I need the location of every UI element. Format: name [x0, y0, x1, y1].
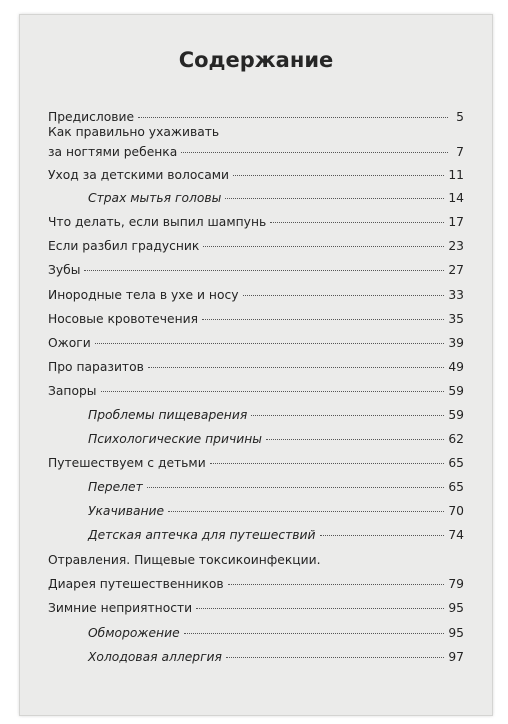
toc-entry-label: Носовые кровотечения [48, 312, 199, 326]
toc-entry-label: Зубы [48, 263, 81, 277]
toc-entry [48, 384, 464, 399]
toc-entry [48, 288, 464, 303]
dot-leader [84, 270, 444, 271]
toc-entry-label: Про паразитов [48, 360, 144, 374]
toc-entry-label: Отравления. Пищевые токсикоинфекции. [48, 553, 321, 567]
dot-leader [95, 343, 445, 344]
dot-leader [196, 608, 444, 609]
book-page [19, 14, 493, 716]
toc-entry-page: 11 [448, 168, 464, 182]
toc-subentry [88, 650, 464, 665]
toc-entry-label: Путешествуем с детьми [48, 456, 206, 470]
dot-leader [228, 584, 445, 585]
toc-entry-page: 65 [448, 480, 464, 494]
dot-leader [148, 367, 444, 368]
toc-subentry [88, 432, 464, 447]
dot-leader [251, 415, 444, 416]
toc-entry [48, 110, 464, 125]
toc-entry [48, 360, 464, 375]
toc-entry-page: 95 [448, 601, 464, 615]
toc-entry-page: 65 [448, 456, 464, 470]
toc-entry-label: Запоры [48, 384, 97, 398]
toc-entry-label: Проблемы пищеварения [88, 408, 248, 422]
toc-entry-page: 97 [448, 650, 464, 664]
toc-entry-page: 70 [448, 504, 464, 518]
toc-entry-page: 59 [448, 384, 464, 398]
toc-entry-label: Диарея путешественников [48, 577, 224, 591]
toc-entry-label: Обморожение [88, 626, 180, 640]
dot-leader [233, 175, 444, 176]
dot-leader [243, 295, 445, 296]
toc-entry-label: Предисловие [48, 110, 135, 124]
toc-entry [48, 601, 464, 616]
toc-entry-page: 74 [448, 528, 464, 542]
toc-entry-label: Холодовая аллергия [88, 650, 222, 664]
toc-entry-page: 79 [448, 577, 464, 591]
toc-entry [48, 312, 464, 327]
toc-subentry [88, 504, 464, 519]
toc-entry-page: 5 [456, 110, 464, 124]
toc-entry-page: 59 [448, 408, 464, 422]
toc-entry [48, 456, 464, 471]
toc-entry-page: 33 [448, 288, 464, 302]
toc-subentry [88, 528, 464, 543]
toc-entry-label: Перелет [88, 480, 143, 494]
toc-entry-label: Зимние неприятности [48, 601, 193, 615]
toc-entry-page: 23 [448, 239, 464, 253]
toc-entry [48, 168, 464, 183]
toc-entry [48, 239, 464, 254]
dot-leader [203, 246, 444, 247]
toc-subentry [88, 408, 464, 423]
toc-entry [48, 553, 464, 568]
dot-leader [320, 535, 445, 536]
toc-entry-label: Детская аптечка для путешествий [88, 528, 316, 542]
toc-entry-label: Инородные тела в ухе и носу [48, 288, 239, 302]
dot-leader [168, 511, 444, 512]
dot-leader [147, 487, 445, 488]
toc-entry [48, 577, 464, 592]
toc-entry-page: 62 [448, 432, 464, 446]
toc-entry-page: 17 [448, 215, 464, 229]
dot-leader [270, 222, 444, 223]
dot-leader [181, 152, 448, 153]
toc-entry-page: 39 [448, 336, 464, 350]
toc-subentry [88, 626, 464, 641]
toc-entry [48, 336, 464, 351]
page-title: Содержание [178, 48, 334, 72]
toc-subentry [88, 480, 464, 495]
table-of-contents [20, 15, 492, 715]
toc-entry-label: Что делать, если выпил шампунь [48, 215, 267, 229]
toc-entry-page: 49 [448, 360, 464, 374]
dot-leader [225, 198, 444, 199]
dot-leader [101, 391, 445, 392]
toc-entry-label: Как правильно ухаживать [48, 125, 220, 139]
toc-entry-label: Если разбил градусник [48, 239, 200, 253]
toc-entry-page: 95 [448, 626, 464, 640]
dot-leader [202, 319, 444, 320]
toc-entry-label: Укачивание [88, 504, 165, 518]
toc-entry-label-continued: за ногтями ребенка [48, 145, 178, 159]
dot-leader [184, 633, 445, 634]
toc-entry-page: 7 [456, 145, 464, 159]
dot-leader [138, 117, 448, 118]
toc-entry [48, 215, 464, 230]
toc-entry-page: 27 [448, 263, 464, 277]
toc-entry-label: Уход за детскими волосами [48, 168, 229, 182]
toc-entry-label: Ожоги [48, 336, 91, 350]
toc-subentry [88, 191, 464, 206]
dot-leader [226, 657, 444, 658]
toc-entry-label: Страх мытья головы [88, 191, 222, 205]
dot-leader [266, 439, 444, 440]
toc-entry [48, 145, 464, 160]
dot-leader [210, 463, 445, 464]
toc-entry [48, 263, 464, 278]
toc-entry-page: 14 [448, 191, 464, 205]
toc-entry-label: Психологические причины [88, 432, 262, 446]
toc-entry-page: 35 [448, 312, 464, 326]
